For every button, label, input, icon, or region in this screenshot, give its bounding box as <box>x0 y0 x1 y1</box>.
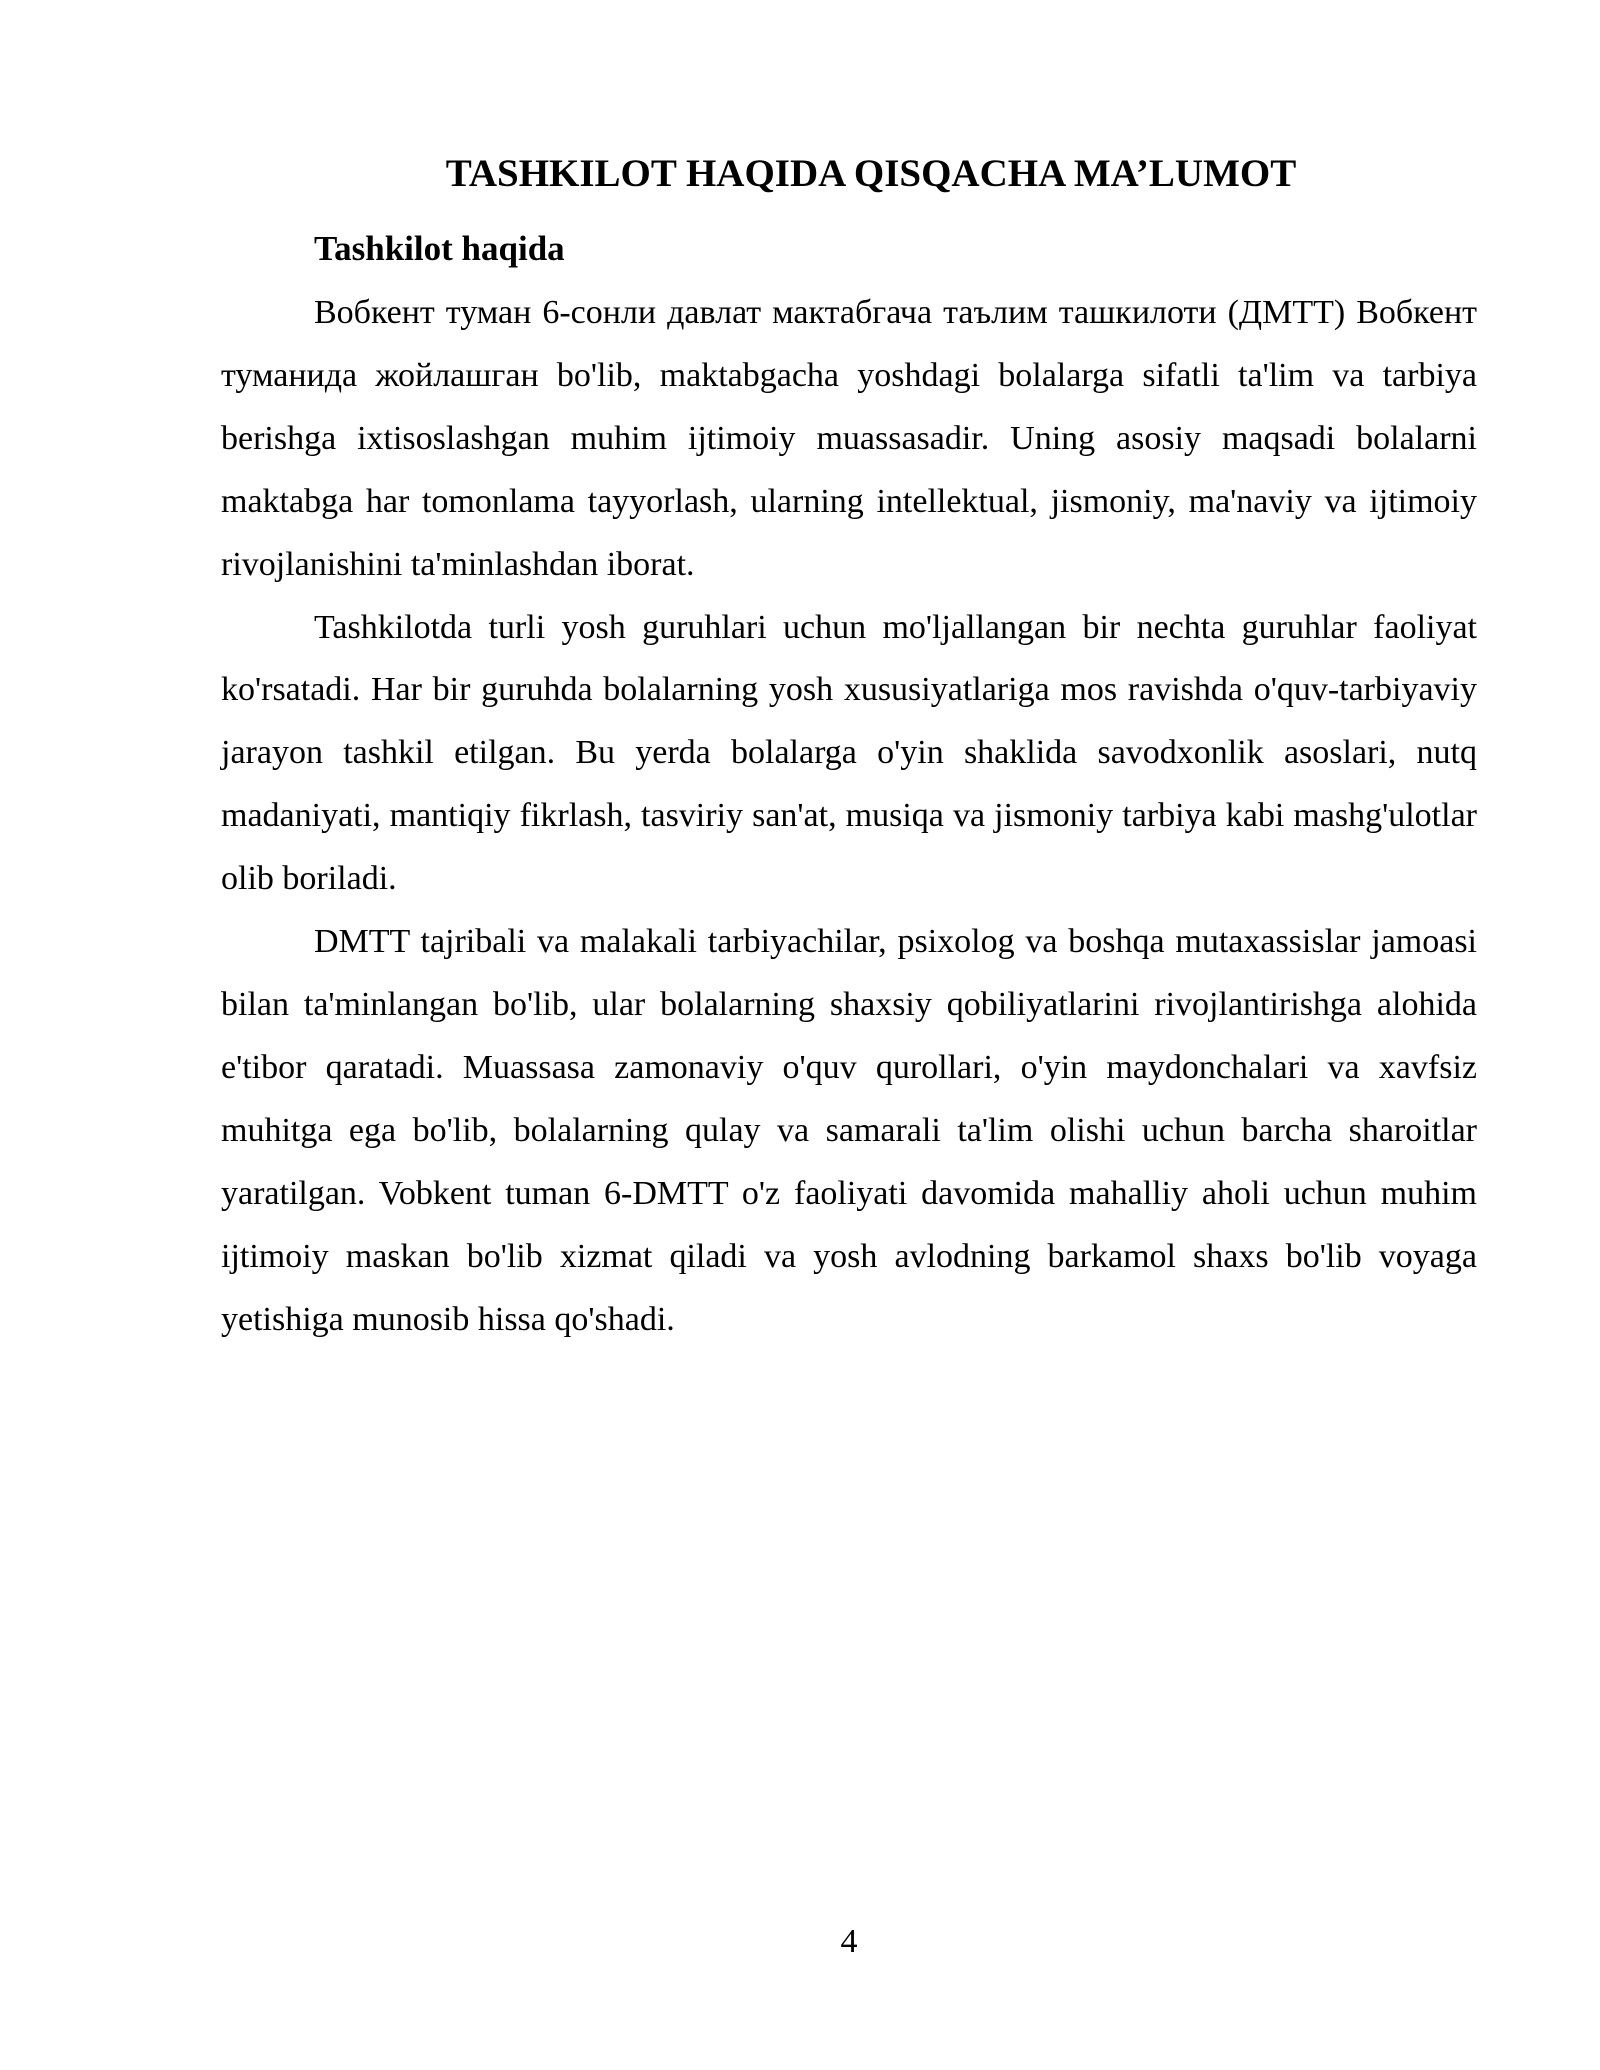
page-content <box>221 146 1477 1351</box>
page-number: 4 <box>840 1923 858 1960</box>
document-title: TASHKILOT HAQIDA QISQACHA MA’LUMOT <box>445 152 1297 195</box>
paragraph-1: Вобкент туман 6-сонли давлат мактабгача таълим ташкилоти (ДМТТ) Вобкент туманида жойлашган bo'lib, maktabgacha yoshdagi bolalarga sifatli ta'lim va tarbiya berishga ixtisoslashgan muhim ijtimoiy muassasadir. Uning asosiy maqsadi bolalarni maktabga har tomonlama tayyorlash, ularning intellektual, jismoniy, ma'naviy va ijtimoiy rivojlanishini ta'minlashdan iborat. <box>221 294 1477 583</box>
paragraph-3: DMTT tajribali va malakali tarbiyachilar, psixolog va boshqa mutaxassislar jamoasi bilan ta'minlangan bo'lib, ular bolalarning shaxsiy qobiliyatlarini rivojlantirishga alohida e'tibor qaratadi. Muassasa zamonaviy o'quv qurollari, o'yin maydonchalari va xavfsiz muhitga ega bo'lib, bolalarning qulay va samarali ta'lim olishi uchun barcha sharoitlar yaratilgan. Vobkent tuman 6-DMTT o'z faoliyati davomida mahalliy aholi uchun muhim ijtimoiy maskan bo'lib xizmat qiladi va yosh avlodning barkamol shaxs bo'lib voyaga yetishiga munosib hissa qo'shadi. <box>221 923 1477 1338</box>
section-heading: Tashkilot haqida <box>314 229 565 268</box>
paragraph-2: Tashkilotda turli yosh guruhlari uchun mo'ljallangan bir nechta guruhlar faoliyat ko'rsatadi. Har bir guruhda bolalarning yosh xususiyatlariga mos ravishda o'quv-tarbiyaviy jarayon tashkil etilgan. Bu yerda bolalarga o'yin shaklida savodxonlik asoslari, nutq madaniyati, mantiqiy fikrlash, tasviriy san'at, musiqa va jismoniy tarbiya kabi mashg'ulotlar olib boriladi. <box>221 608 1477 898</box>
